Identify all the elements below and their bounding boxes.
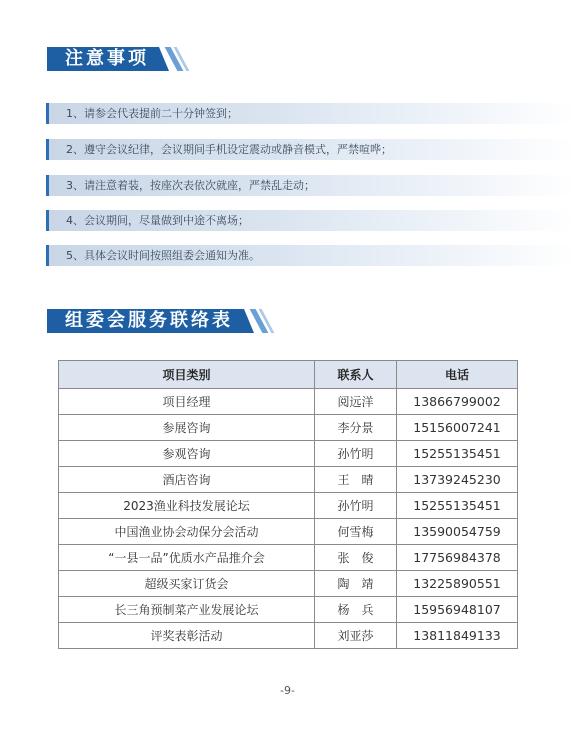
contact-cell: 杨 兵 <box>315 597 397 623</box>
table-row <box>59 493 518 519</box>
table-row <box>59 415 518 441</box>
contact-cell: 何雪梅 <box>315 519 397 545</box>
header-category: 项目类别 <box>59 361 315 389</box>
table-row <box>59 519 518 545</box>
page-number: -9- <box>280 684 295 697</box>
category-cell: “一县一品”优质水产品推介会 <box>59 545 315 571</box>
contact-cell: 张 俊 <box>315 545 397 571</box>
notice-item-text: 1、请参会代表提前二十分钟签到； <box>66 107 238 120</box>
phone-cell: 15156007241 <box>397 415 518 441</box>
notice-item-text: 5、具体会议时间按照组委会通知为准。 <box>66 249 260 262</box>
category-cell: 中国渔业协会动保分会活动 <box>59 519 315 545</box>
header-contact: 联系人 <box>315 361 397 389</box>
phone-cell: 13739245230 <box>397 467 518 493</box>
notice-item-3 <box>46 175 575 196</box>
notice-item-2 <box>46 139 575 160</box>
table-row <box>59 597 518 623</box>
table-row <box>59 389 518 415</box>
contact-title: 组委会服务联络表 <box>65 310 233 331</box>
table-row <box>59 545 518 571</box>
contact-cell: 刘亚莎 <box>315 623 397 649</box>
contact-section-header <box>47 309 277 333</box>
category-cell: 评奖表彰活动 <box>59 623 315 649</box>
phone-cell: 13590054759 <box>397 519 518 545</box>
contact-cell: 王 晴 <box>315 467 397 493</box>
notice-item-5 <box>46 245 575 266</box>
contact-cell: 陶 靖 <box>315 571 397 597</box>
contact-cell: 孙竹明 <box>315 493 397 519</box>
table-row <box>59 623 518 649</box>
category-cell: 项目经理 <box>59 389 315 415</box>
notice-item-text: 2、遵守会议纪律，会议期间手机设定震动或静音模式，严禁喧哗； <box>66 143 392 156</box>
category-cell: 酒店咨询 <box>59 467 315 493</box>
phone-cell: 15956948107 <box>397 597 518 623</box>
phone-cell: 15255135451 <box>397 441 518 467</box>
phone-cell: 17756984378 <box>397 545 518 571</box>
notice-item-text: 4、会议期间，尽量做到中途不离场； <box>66 214 249 227</box>
notice-section-header <box>47 47 187 71</box>
header-phone: 电话 <box>397 361 518 389</box>
category-cell: 超级买家订货会 <box>59 571 315 597</box>
contact-cell: 李分景 <box>315 415 397 441</box>
notice-item-1 <box>46 103 575 124</box>
table-row <box>59 467 518 493</box>
notice-title: 注意事项 <box>65 48 149 69</box>
notice-item-4 <box>46 210 575 231</box>
table-header-row <box>59 361 518 389</box>
phone-cell: 13866799002 <box>397 389 518 415</box>
phone-cell: 13225890551 <box>397 571 518 597</box>
phone-cell: 13811849133 <box>397 623 518 649</box>
notice-item-text: 3、请注意着装，按座次表依次就座，严禁乱走动； <box>66 179 315 192</box>
category-cell: 参展咨询 <box>59 415 315 441</box>
table-row <box>59 571 518 597</box>
table-row <box>59 441 518 467</box>
contact-cell: 孙竹明 <box>315 441 397 467</box>
phone-cell: 15255135451 <box>397 493 518 519</box>
category-cell: 2023渔业科技发展论坛 <box>59 493 315 519</box>
contact-table <box>58 360 518 649</box>
category-cell: 参观咨询 <box>59 441 315 467</box>
contact-cell: 阅远洋 <box>315 389 397 415</box>
category-cell: 长三角预制菜产业发展论坛 <box>59 597 315 623</box>
